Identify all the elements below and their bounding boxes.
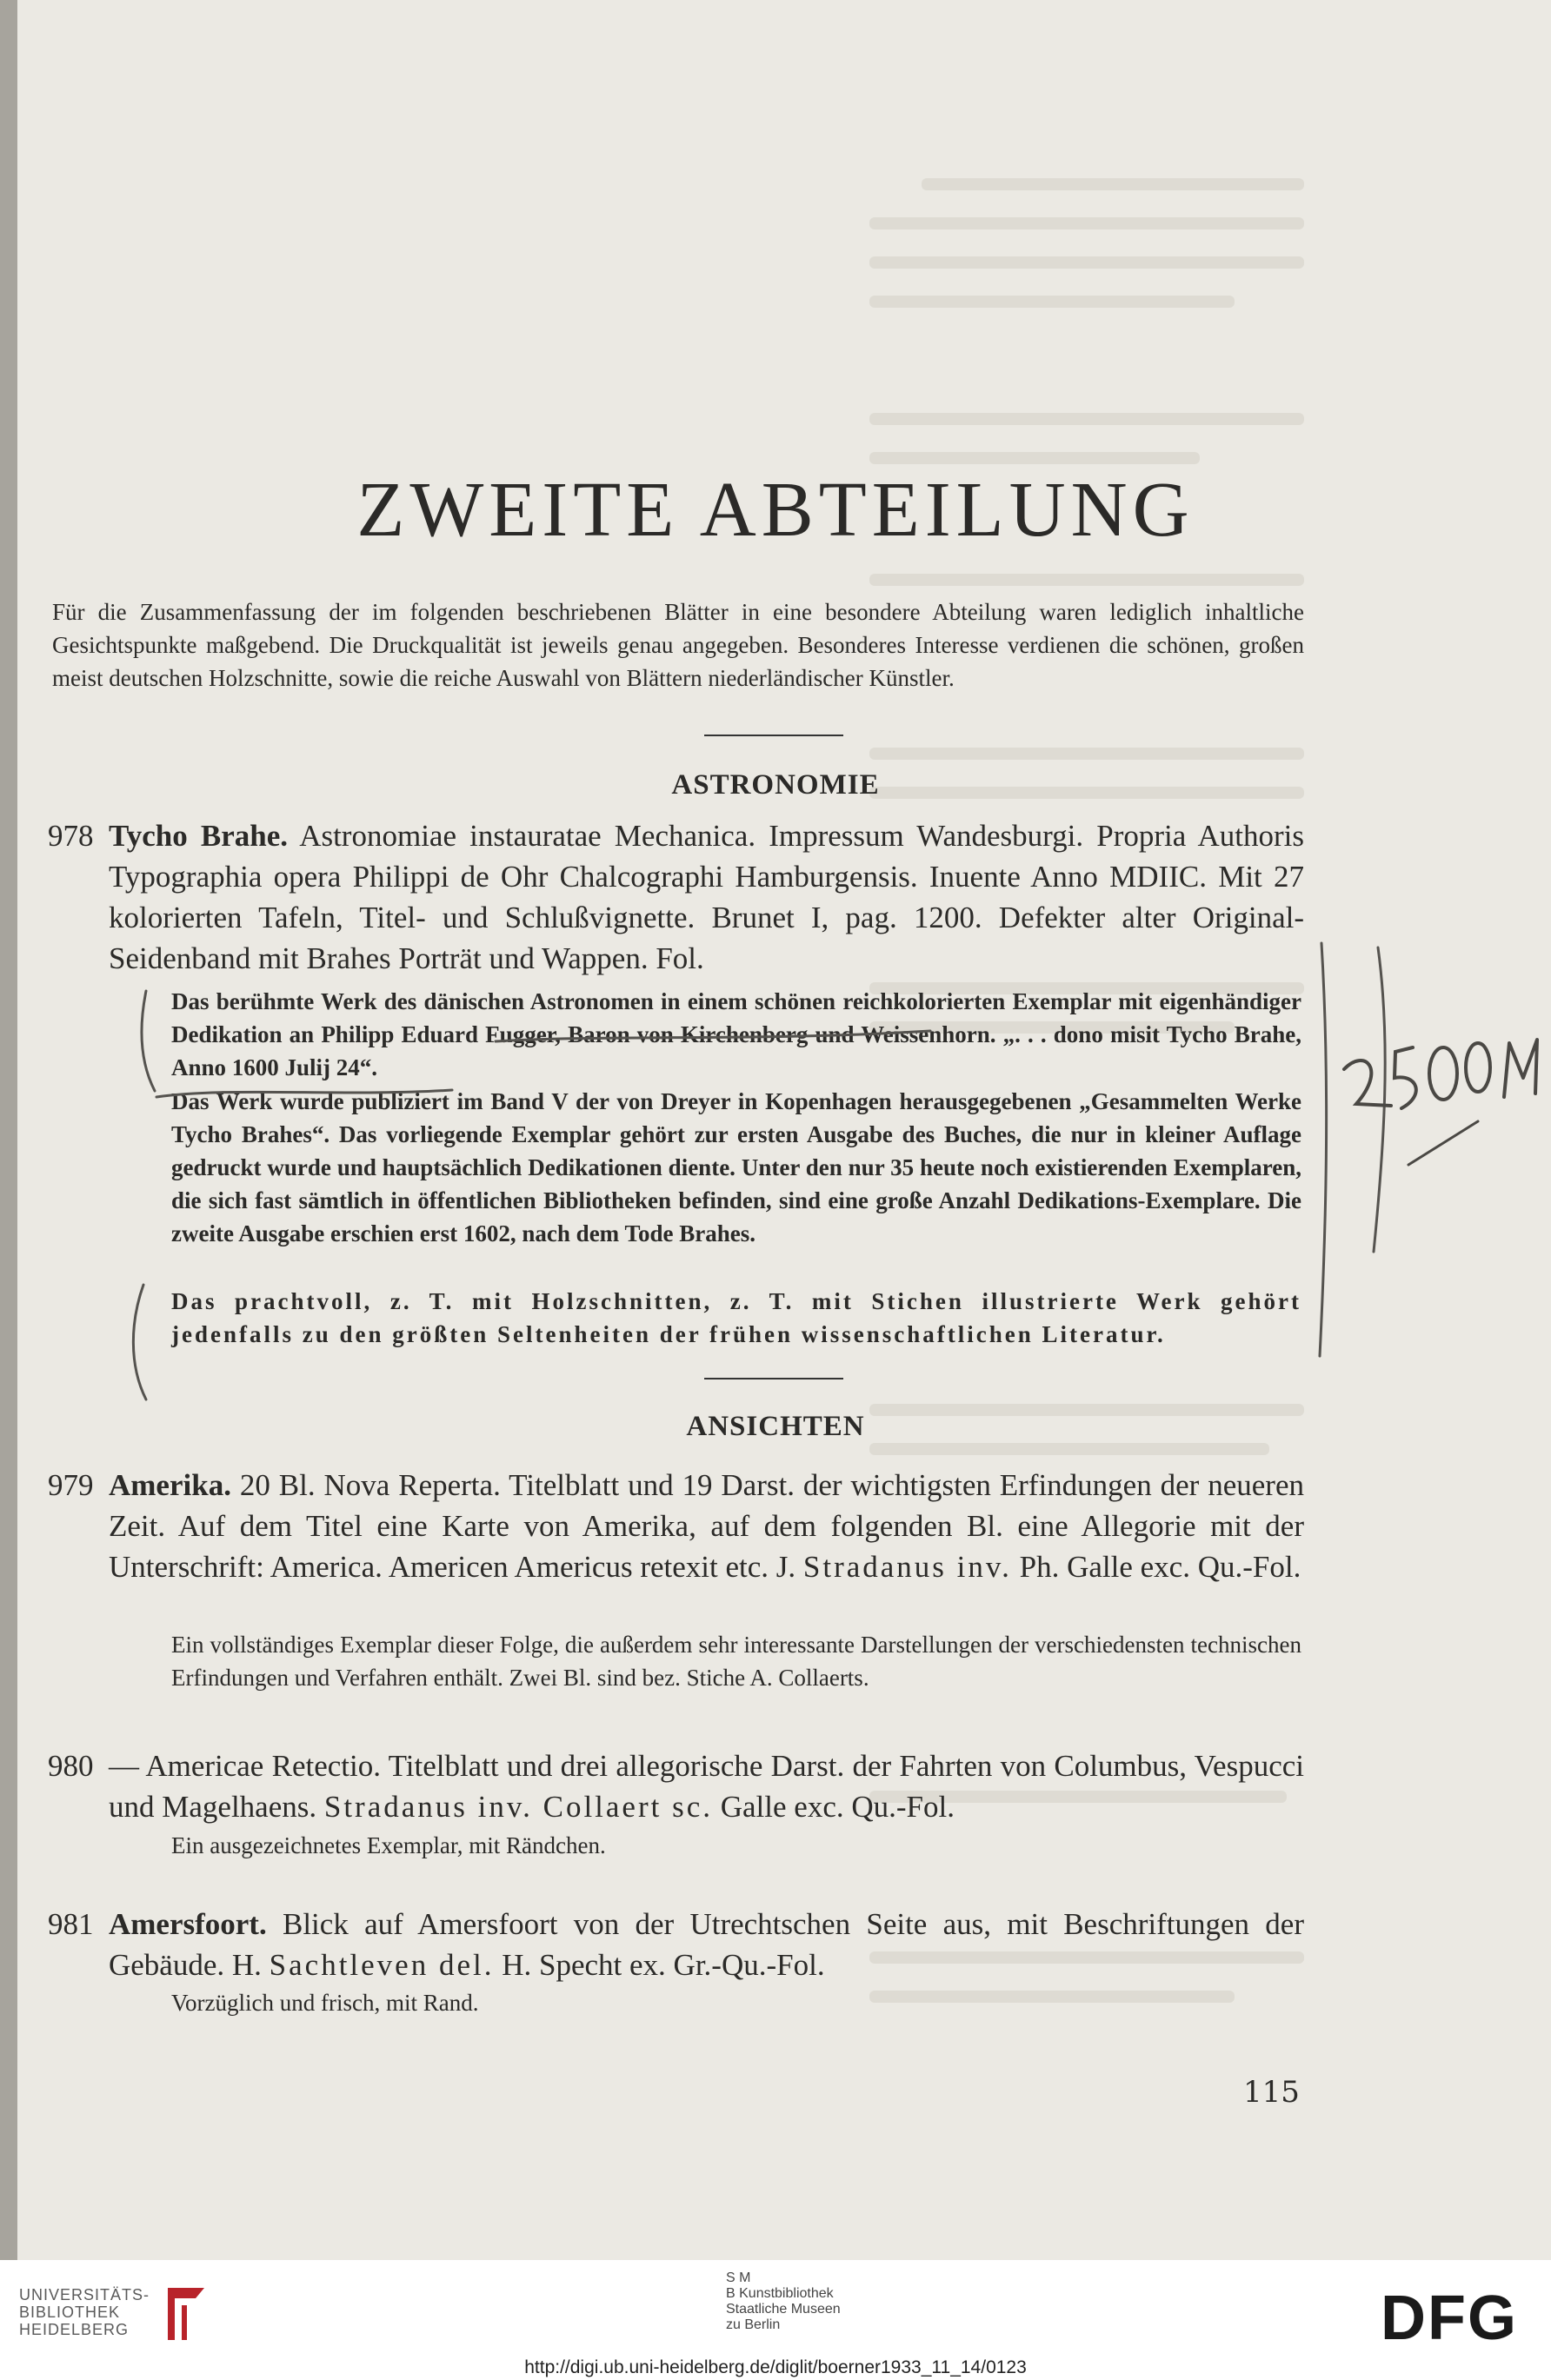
entry-title: Amersfoort. <box>109 1907 267 1941</box>
page-heading: ZWEITE ABTEILUNG <box>356 467 1195 553</box>
entry-text: Astronomiae instauratae Mechanica. Impressum Wandesburgi. Propria Authoris Typographia opera Philippi de Ohr Chalcographi Hamburgensis. Inuente Anno MDIIC. Mit 27 kolorierten Tafeln, Titel- und Schlußvignette. Brunet I, pag. 1200. Defekter alter Original-Seidenband mit Brahes Porträt und Wappen. Fol. <box>109 819 1304 975</box>
entry-note: Ein vollständiges Exemplar dieser Folge, die außerdem sehr interessante Darstellungen der verschiedensten technischen Erfindungen und Verfahren enthält. Zwei Bl. sind bez. Stiche A. Collaerts. <box>171 1632 1301 1691</box>
entry-number: 979 <box>48 1468 94 1502</box>
entry-note: Vorzüglich und frisch, mit Rand. <box>171 1990 479 2016</box>
catalog-entry-980: 980 — Americae Retectio. Titelblatt und drei allegorische Darst. der Fahrten von Columbus, Vespucci und Magelhaens. Stradanus inv. Collaert sc. Galle exc. Qu.-Fol. <box>48 1745 1304 1827</box>
intro-paragraph: Für die Zusammenfassung der im folgenden beschriebenen Blätter in eine besondere Abteilung waren lediglich inhaltliche Gesichtspunkte maßgebend. Die Druckqualität ist jeweils genau angegeben. Besonderes Interesse verdienen die schönen, großen meist deutschen Holzschnitte, sowie die reiche Auswahl von Blättern niederländischer Künstler. <box>52 599 1304 691</box>
smb-logo-text: S M B Kunstbibliothek Staatliche Museen zu Berlin <box>726 2270 841 2332</box>
artist-name: Sachtleven del. <box>269 1948 495 1982</box>
handwritten-price <box>1344 1040 1537 1165</box>
artist-name: Stradanus inv. <box>802 1550 1012 1584</box>
catalog-entry-981: 981 Amersfoort. Blick auf Amersfoort von der Utrechtschen Seite aus, mit Beschriftungen der Gebäude. H. Sachtleven del. H. Specht ex. Gr.-Qu.-Fol. <box>48 1904 1304 1985</box>
entry-note: Das berühmte Werk des dänischen Astronomen in einem schönen reichkolorierten Exemplar mit eigenhändiger Dedikation an Philipp Eduard Fugger, Baron von Kirchenberg und Weissenhorn. „. . . dono misit Tycho Brahe, Anno 1600 Julij 24“. <box>171 988 1301 1080</box>
entry-note: Das prachtvoll, z. T. mit Holzschnitten, z. T. mit Stichen illustrierte Werk gehört jedenfalls zu den größten Seltenheiten der frühen wissenschaftlichen Literatur. <box>171 1288 1301 1347</box>
entry-title: Amerika. <box>109 1468 231 1502</box>
permalink-url[interactable]: http://digi.ub.uni-heidelberg.de/diglit/boerner1933_11_14/0123 <box>524 2357 1027 2377</box>
page-number: 115 <box>1243 2075 1300 2110</box>
section-heading-ansichten: ANSICHTEN <box>686 1411 865 1442</box>
entry-note: Das Werk wurde publiziert im Band V der von Dreyer in Kopenhagen herausgegebenen „Gesammelten Werke Tycho Brahes“. Das vorliegende Exemplar gehört zur ersten Ausgabe des Buches, die nur in kleiner Auflage gedruckt wurde und hauptsächlich Dedikationen diente. Unter den nur 35 heute noch existierenden Exemplaren, die sich fast sämtlich in öffentlichen Bibliotheken befinden, sind eine große Anzahl Dedikations-Exemplare. Die zweite Ausgabe erschien erst 1602, nach dem Tode Brahes. <box>171 1088 1301 1247</box>
catalog-entry-979: 979 Amerika. 20 Bl. Nova Reperta. Titelblatt und 19 Darst. der wichtigsten Erfindungen der neueren Zeit. Auf dem Titel eine Karte von Amerika, auf dem folgenden Bl. eine Allegorie mit der Unterschrift: America. Americen Americus retexit etc. J. Stradanus inv. Ph. Galle exc. Qu.-Fol. <box>48 1465 1304 1587</box>
artist-name: Stradanus inv. Collaert sc. <box>323 1790 713 1824</box>
university-logo-icon <box>161 2279 213 2349</box>
dfg-logo: DFG <box>1381 2284 1518 2353</box>
entry-number: 978 <box>48 819 94 853</box>
university-library-label: UNIVERSITÄTS- BIBLIOTHEK HEIDELBERG <box>19 2286 150 2338</box>
entry-title: Tycho Brahe. <box>109 819 288 853</box>
entry-number: 980 <box>48 1749 94 1783</box>
entry-note: Ein ausgezeichnetes Exemplar, mit Rändchen. <box>171 1832 606 1858</box>
entry-number: 981 <box>48 1907 94 1941</box>
section-heading-astronomie: ASTRONOMIE <box>671 769 880 801</box>
